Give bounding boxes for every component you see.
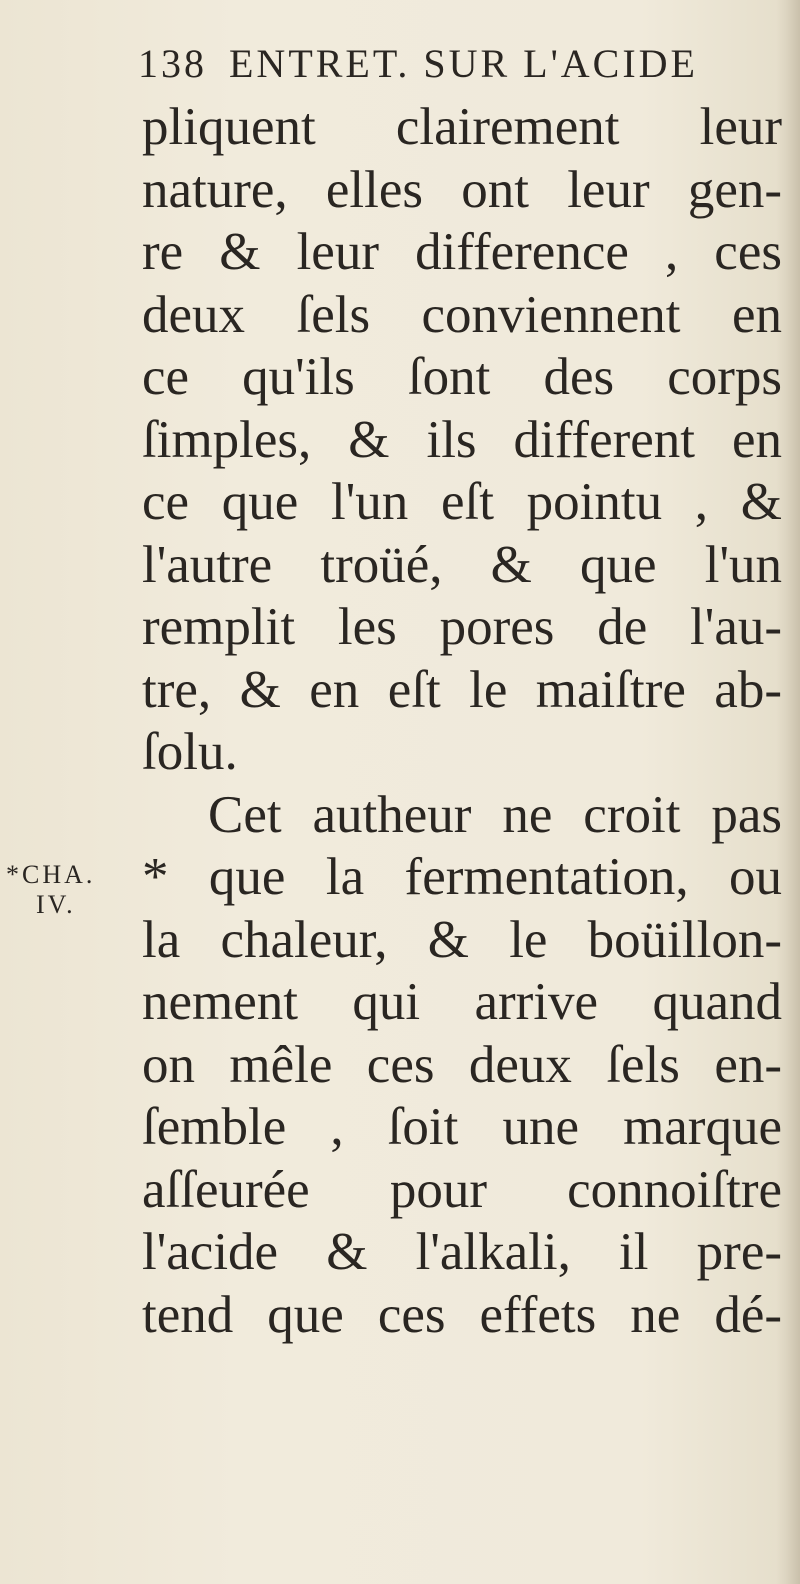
running-title: ENTRET. SUR L'ACIDE <box>229 41 698 86</box>
text-line: Cet autheur ne croit pas <box>208 785 782 844</box>
text-line: nature, elles ont leur gen- <box>142 160 782 219</box>
text-line: pliquent clairement leur <box>142 98 782 156</box>
text-line: ſimples, & ils different en <box>142 410 782 469</box>
text-line: la chaleur, & le boüillon- <box>142 910 782 969</box>
text-line: * que la fermentation, ou <box>142 848 782 906</box>
text-line: re & leur difference , ces <box>142 223 782 281</box>
text-line: deux ſels conviennent en <box>142 285 782 344</box>
margin-note-line-2: IV. <box>36 890 76 919</box>
text-line: ſolu. <box>142 723 238 781</box>
text-line: l'autre troüé, & que l'un <box>142 535 782 594</box>
page-edge <box>786 0 800 1584</box>
body-text <box>142 96 782 1346</box>
text-line: on mêle ces deux ſels en- <box>142 1035 782 1094</box>
text-line: tend que ces effets ne dé- <box>142 1285 782 1344</box>
running-header <box>138 40 778 100</box>
page-number: 138 <box>138 41 207 86</box>
text-line: ce que l'un eſt pointu , & <box>142 473 782 531</box>
text-line: ce qu'ils ſont des corps <box>142 348 782 406</box>
text-line: aſſeurée pour connoiſtre <box>142 1160 782 1219</box>
text-line: ſemble , ſoit une marque <box>142 1098 782 1156</box>
text-line: remplit les pores de l'au- <box>142 598 782 656</box>
margin-note-line-1: *CHA. <box>6 860 96 889</box>
text-line: tre, & en eſt le maiſtre ab- <box>142 660 782 719</box>
text-line: l'acide & l'alkali, il pre- <box>142 1223 782 1281</box>
text-line: nement qui arrive quand <box>142 973 782 1031</box>
margin-note <box>6 860 134 920</box>
